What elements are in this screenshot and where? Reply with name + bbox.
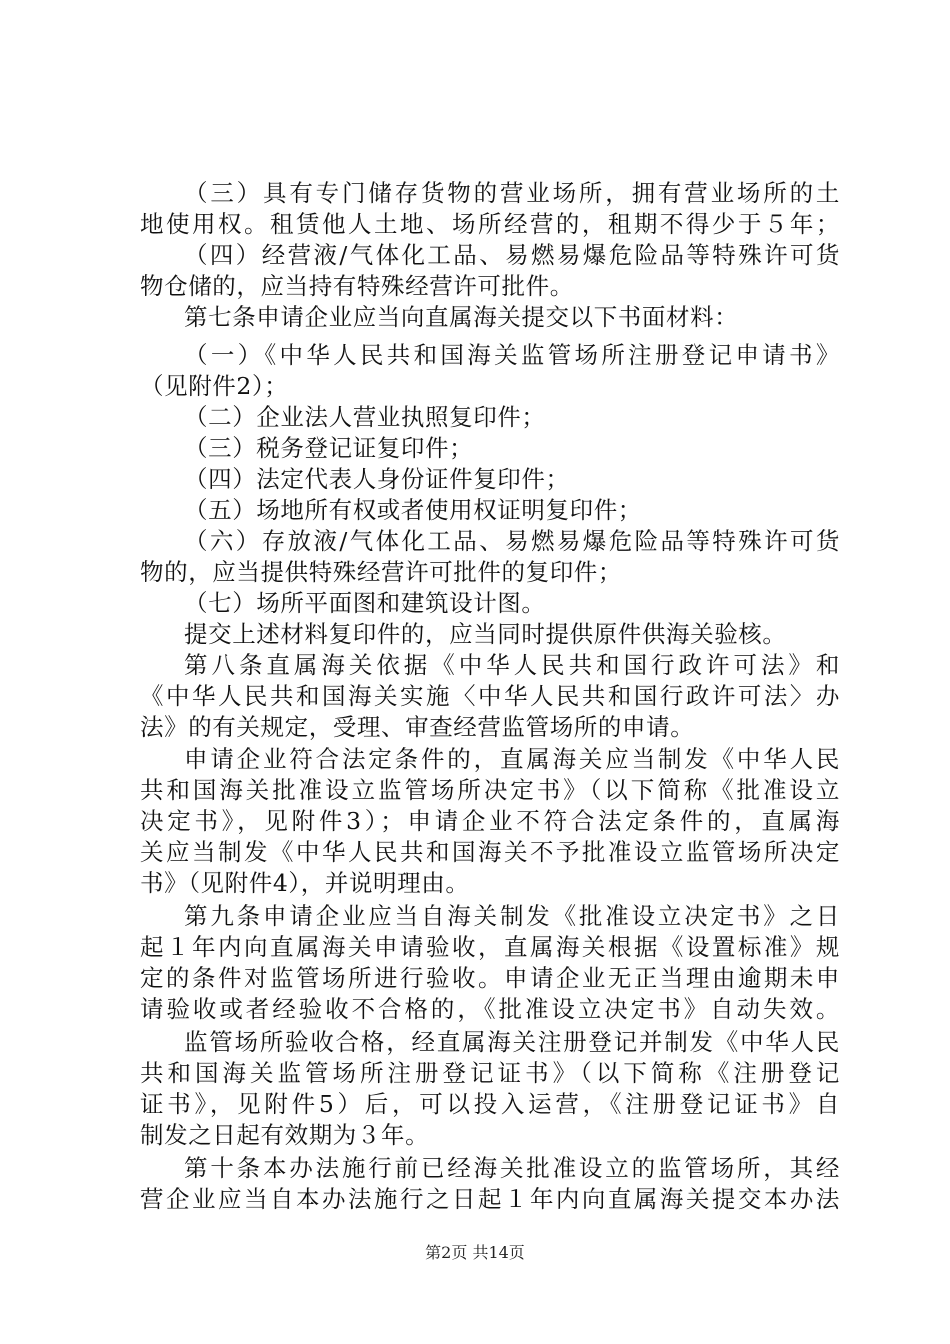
paragraph-line: 起１年内向直属海关申请验收，直属海关根据《设置标准》规: [140, 933, 840, 961]
paragraph-line: 第九条申请企业应当自海关制发《批准设立决定书》之日: [184, 902, 840, 930]
paragraph-line: （三）税务登记证复印件；: [184, 434, 474, 462]
paragraph-line: 营企业应当自本办法施行之日起１年内向直属海关提交本办法: [140, 1185, 840, 1213]
paragraph-line: 共和国海关批准设立监管场所决定书》（以下简称《批准设立: [140, 776, 840, 804]
paragraph-line: 定的条件对监管场所进行验收。申请企业无正当理由逾期未申: [140, 964, 840, 992]
paragraph-line: （四）经营液/气体化工品、易燃易爆危险品等特殊许可货: [184, 241, 840, 269]
paragraph-line: 书》（见附件4），并说明理由。: [140, 869, 470, 897]
paragraph-line: 请验收或者经验收不合格的，《批准设立决定书》自动失效。: [140, 995, 840, 1023]
paragraph-line: （四）法定代表人身份证件复印件；: [184, 465, 570, 493]
paragraph-line: 第八条直属海关依据《中华人民共和国行政许可法》和: [184, 651, 840, 679]
paragraph-line: （二）企业法人营业执照复印件；: [184, 403, 546, 431]
paragraph-line: 制发之日起有效期为３年。: [140, 1121, 430, 1149]
paragraph-line: 监管场所验收合格，经直属海关注册登记并制发《中华人民: [184, 1028, 840, 1056]
paragraph-line: （六）存放液/气体化工品、易燃易爆危险品等特殊许可货: [184, 527, 840, 555]
paragraph-line: 物仓储的，应当持有特殊经营许可批件。: [140, 272, 574, 300]
paragraph-line: 《中华人民共和国海关实施〈中华人民共和国行政许可法〉办: [140, 682, 840, 710]
paragraph-line: （见附件2）；: [140, 372, 289, 400]
paragraph-line: 关应当制发《中华人民共和国海关不予批准设立监管场所决定: [140, 838, 840, 866]
paragraph-line: （七）场所平面图和建筑设计图。: [184, 589, 546, 617]
paragraph-line: 申请企业符合法定条件的，直属海关应当制发《中华人民: [184, 745, 840, 773]
paragraph-line: 物的，应当提供特殊经营许可批件的复印件；: [140, 558, 622, 586]
paragraph-line: 提交上述材料复印件的，应当同时提供原件供海关验核。: [184, 620, 787, 648]
paragraph-line: （一）《中华人民共和国海关监管场所注册登记申请书》: [184, 341, 840, 369]
paragraph-line: 共和国海关监管场所注册登记证书》（以下简称《注册登记: [140, 1059, 840, 1087]
paragraph-line: （五）场地所有权或者使用权证明复印件；: [184, 496, 642, 524]
paragraph-line: 第七条申请企业应当向直属海关提交以下书面材料：: [184, 303, 739, 331]
paragraph-line: 决定书》，见附件3）；申请企业不符合法定条件的，直属海: [140, 807, 840, 835]
paragraph-line: 地使用权。租赁他人土地、场所经营的，租期不得少于５年；: [140, 210, 840, 238]
paragraph-line: （三）具有专门储存货物的营业场所，拥有营业场所的土: [184, 179, 840, 207]
page-footer: 第2页 共14页: [425, 1243, 525, 1262]
paragraph-line: 第十条本办法施行前已经海关批准设立的监管场所，其经: [184, 1154, 840, 1182]
paragraph-line: 法》的有关规定，受理、审查经营监管场所的申请。: [140, 713, 695, 741]
paragraph-line: 证书》，见附件5）后，可以投入运营，《注册登记证书》自: [140, 1090, 840, 1118]
